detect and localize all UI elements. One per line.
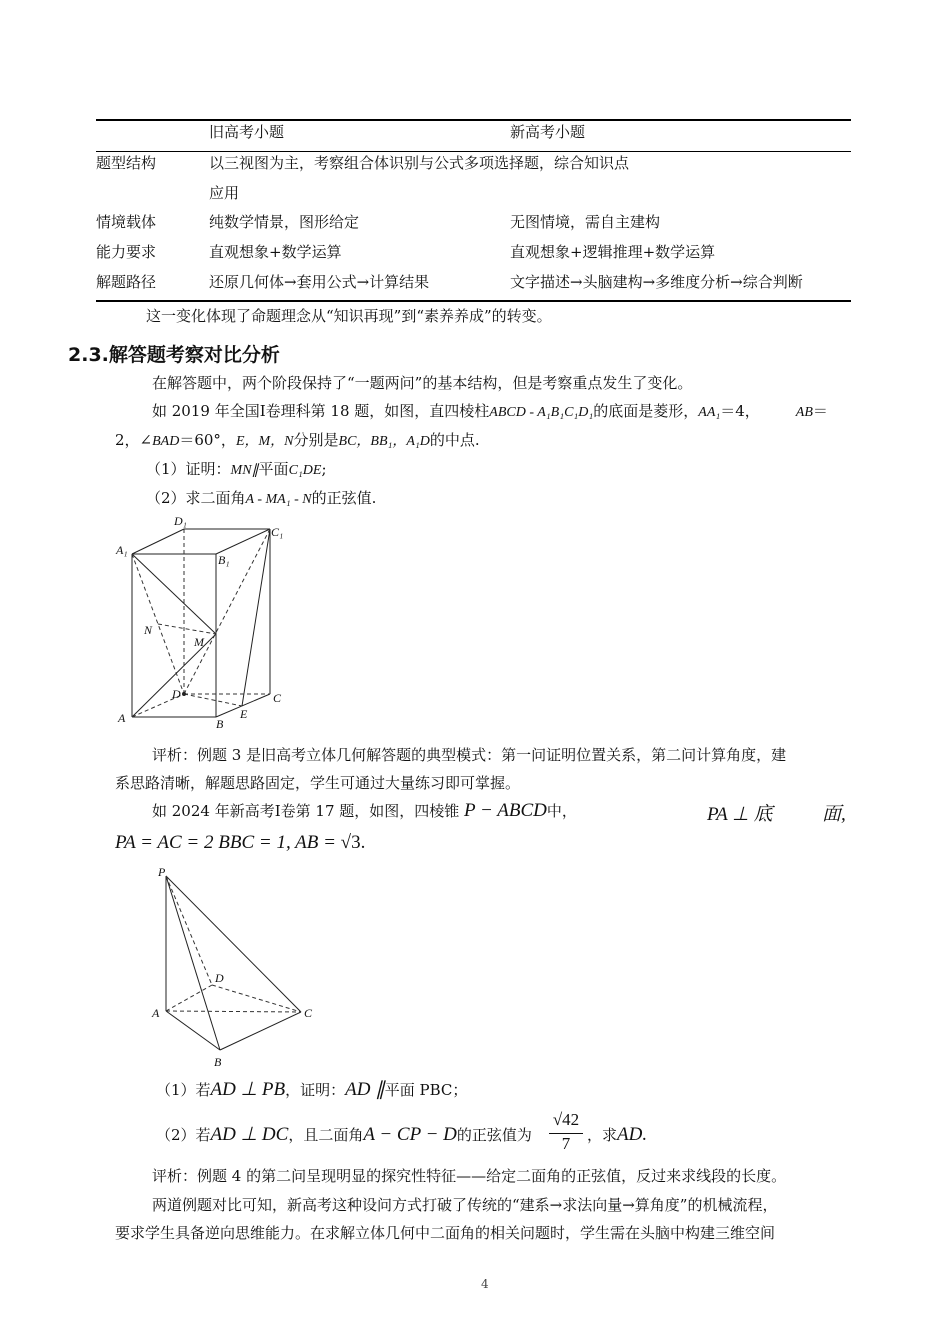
label-e: E [240,707,248,721]
paragraph: 两道例题对比可知，新高考这种设问方式打破了传统的“建系→求法向量→算角度”的机械流程， [152,1196,778,1214]
sqrt-icon: √ [552,1110,563,1129]
table-cell-old: 以三视图为主，考察组合体识别与公式多项选择题，综合知识点 [209,154,630,172]
after-table-text: 这一变化体现了命题理念从“知识再现”到“素养养成”的转变。 [146,307,552,325]
text: ＝60°， [179,431,236,449]
math: AD ∥ [345,1079,385,1100]
table-cell-old-cont: 应用 [209,184,240,202]
sqrt-icon: √ [340,832,352,853]
text: ，证明： [285,1081,346,1099]
math-line [115,832,365,854]
paragraph: 要求学生具备逆向思维能力。在求解立体几何中二面角的相关问题时，学生需在头脑中构建三维空间 [115,1224,776,1242]
table-cell-old: 纯数学情景，图形给定 [209,213,360,231]
paragraph [152,401,828,423]
math: MN∥ [230,463,259,478]
math: AD ⊥ PB [210,1079,286,1100]
table-cell-new: 无图情境，需自主建构 [510,213,661,231]
math: AD. [617,1124,648,1145]
label-b: B [214,1055,222,1069]
label-c: C [273,691,282,705]
text: 的正弦值为 [456,1126,532,1144]
math: BC，BB₁，A₁D [338,434,430,449]
paragraph [152,801,577,821]
label-c1: C₁ [271,525,284,539]
text: 的正弦值. [311,489,377,507]
label-b1: B₁ [218,553,230,567]
math: BAD [152,434,180,449]
text: （1）证明： [146,460,231,478]
math: AA₁ [698,405,721,420]
math: A - MA₁ - N [245,492,312,507]
text: 分别是 [293,431,339,449]
text: ; [321,460,327,478]
table-cell-new: 文字描述→头脑建构→多维度分析→综合判断 [510,273,803,291]
table-cell-old: 直观想象+数学运算 [209,243,342,261]
section-title: 2.3.解答题考察对比分析 [68,344,280,366]
question-1 [146,459,327,481]
page-number: 4 [481,1277,489,1291]
text: 的底面是菱形， [593,402,699,420]
prism-figure [110,512,300,734]
math: ABCD - A₁B₁C₁D₁ [489,405,594,420]
text: 如 2024 年新高考Ⅰ卷第 17 题，如图，四棱锥 [152,802,460,820]
paragraph: 在解答题中，两个阶段保持了“一题两问”的基本结构，但是考察重点发生了变化。 [152,374,693,392]
label-a: A [152,1006,160,1020]
text: ，且二面角 [288,1126,364,1144]
comment: 系思路清晰，解题思路固定，学生可通过大量练习即可掌握。 [115,774,521,792]
math: PA = AC = 2 BBC = 1, AB = [115,832,341,853]
math: AD ⊥ DC [210,1124,289,1145]
table-cell-new: 直观想象+逻辑推理+数学运算 [510,243,716,261]
label-d: D [172,687,181,701]
comment: 评析：例题 4 的第二问呈现明显的探究性特征——给定二面角的正弦值，反过来求线段的长度。 [152,1167,787,1185]
label-n: N [144,623,153,637]
table-row-label: 题型结构 [96,154,157,172]
text: 平面 [258,460,289,478]
text: ＝ [812,402,828,420]
math: C₁DE [288,463,322,478]
table-cell-old: 还原几何体→套用公式→计算结果 [209,273,430,291]
question-2-tail [587,1125,647,1145]
math: 面, [822,804,846,825]
text: 中， [546,802,577,820]
label-a1: A₁ [116,543,128,557]
label-a: A [118,711,126,725]
fraction-denominator: 7 [561,1134,571,1153]
table-top-rule [96,119,851,121]
pyramid-figure [148,862,328,1070]
text: （2）求二面角 [146,489,246,507]
label-p: P [158,865,166,879]
fraction-numerator [548,1110,584,1130]
math: AB [795,405,813,420]
math: A − CP − D [363,1124,457,1145]
table-bottom-rule [96,300,851,302]
math: P − ABCD [464,800,547,821]
math: E，M，N [235,434,294,449]
label-d: D [215,971,224,985]
text: 如 2019 年全国Ⅰ卷理科第 18 题，如图，直四棱柱 [152,402,490,420]
comment: 评析：例题 3 是旧高考立体几何解答题的典型模式：第一问证明位置关系，第二问计算角度，建 [152,746,787,764]
label-d1: D₁ [174,514,187,528]
table-header-new: 新高考小题 [510,123,586,141]
text: 的中点. [429,431,480,449]
question-2 [146,488,376,510]
text: 2，∠ [115,431,153,449]
text: （2）若 [156,1126,211,1144]
table-header-rule [96,151,851,152]
math: PA ⊥ 底 [707,804,773,825]
table-row-label: 情境载体 [96,213,157,231]
numerator: 42 [562,1110,580,1129]
math: 3. [351,832,366,853]
point-d [182,692,186,696]
label-b: B [216,717,224,731]
paragraph [115,430,480,452]
text: （1）若 [156,1081,211,1099]
text: ，求 [587,1126,618,1144]
table-row-label: 能力要求 [96,243,157,261]
text: ＝4， [720,402,760,420]
question-1 [156,1080,467,1100]
question-2 [156,1125,532,1145]
table-row-label: 解题路径 [96,273,157,291]
label-m: M [194,635,204,649]
label-c: C [304,1006,313,1020]
table-header-old: 旧高考小题 [209,123,285,141]
text: 平面 PBC； [384,1081,468,1099]
